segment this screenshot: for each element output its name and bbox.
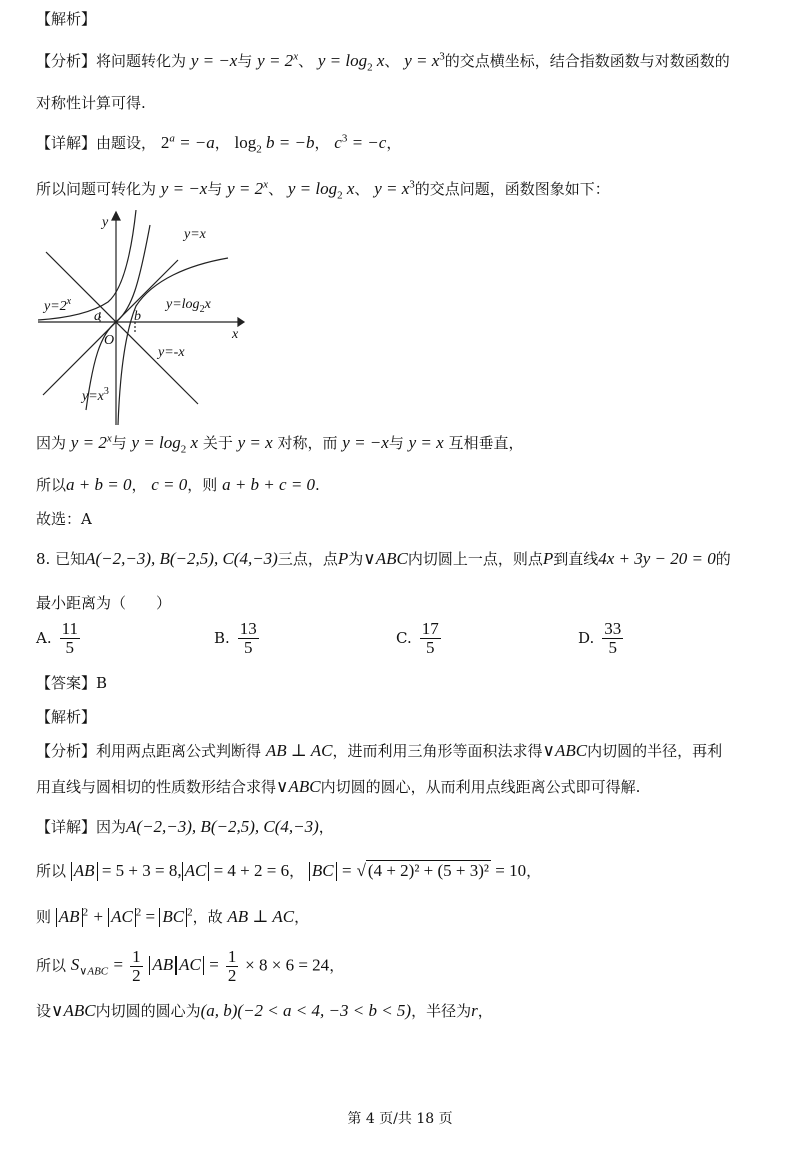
detail2-line-4: 所以 $S_{\vee ABC}$ = $\frac{1}{2}$ AB AC = $\frac{1}{2}$ × 8 × 6 = 24， xyxy=(36,947,345,985)
question-8-line-2: 最小距离为（ ） xyxy=(36,594,172,612)
origin-label: O xyxy=(104,333,115,348)
page-footer: 第 4 页/共 18 页 xyxy=(347,1111,453,1127)
label-y-2x: $y=2^x$ xyxy=(44,296,72,314)
y-axis-label: y xyxy=(102,215,109,230)
detail-line-1: 【详解】由题设， $2^a = -a$， $\log_2 b = -b$， $c^3 = -c$， xyxy=(36,132,402,156)
point-b-label: b xyxy=(134,309,141,324)
point-a-label: a xyxy=(94,309,101,324)
analysis-line-2: 对称性计算可得. xyxy=(36,94,146,112)
analysis2-line-1: 【分析】利用两点距离公式判断得 AB ⊥ AC，进而利用三角形等面积法求得∨ABC内切圆的半径，再利 xyxy=(36,741,723,760)
section-label-jiexi: 【解析】 xyxy=(36,10,97,28)
answer-line: 【答案】B xyxy=(36,674,108,692)
convert-line: 所以问题可转化为 y = −x与 $y = 2^x$、 $y = \log_2 x$、 $y = x^3$的交点问题，函数图象如下： xyxy=(36,178,610,202)
x-axis-arrow xyxy=(238,318,244,326)
option-b[interactable]: B. $\frac{13}{5}$ xyxy=(214,619,257,657)
detail2-line-2: 所以 AB = 5 + 3 = 8, AC = 4 + 2 = 6， BC = √ (4 + 2)² + (5 + 3)² = 10， xyxy=(36,861,542,880)
question-8-line-1: 8. 已知A(−2,−3), B(−2,5), C(4,−3)三点，点P为∨ABC内切圆上一点，则点P到直线4x + 3y − 20 = 0的 xyxy=(36,549,731,568)
section-label-jiexi-2: 【解析】 xyxy=(36,708,97,726)
detail2-line-5: 设∨ABC内切圆的圆心为(a, b)(−2 < a < 4, −3 < b < 5)，半径为r， xyxy=(36,1001,493,1020)
curve-log xyxy=(118,258,228,425)
label-y-neg-x: y=-x xyxy=(158,345,185,360)
detail2-line-3: 则 AB $^2$ + AC $^2$ = BC $^2$，故 AB ⊥ AC， xyxy=(36,906,310,926)
y-axis-arrow xyxy=(112,212,120,220)
label-y-log: $y=\log_2x$ xyxy=(166,297,211,315)
analysis2-line-2: 用直线与圆相切的性质数形结合求得∨ABC内切圆的圆心，从而利用点线距离公式即可得解. xyxy=(36,777,641,796)
function-graph xyxy=(38,210,248,425)
option-d[interactable]: D. $\frac{33}{5}$ xyxy=(578,619,622,657)
detail2-line-1: 【详解】因为A(−2,−3), B(−2,5), C(4,−3)， xyxy=(36,817,334,836)
option-c[interactable]: C. $\frac{17}{5}$ xyxy=(396,619,439,657)
x-axis-label: x xyxy=(232,327,239,342)
label-y-x3: $y=x^3$ xyxy=(82,386,109,404)
line-y-eq-neg-x xyxy=(46,252,198,404)
choose-line: 故选：A xyxy=(36,510,92,528)
option-a[interactable]: A. $\frac{11}{5}$ xyxy=(36,619,78,657)
analysis-line-1: 【分析】将问题转化为 y = −x与 $y = 2^x$、 $y = \log_2 x$、 $y = x^3$的交点横坐标，结合指数函数与对数函数的 xyxy=(36,50,730,74)
because-line: 因为 $y = 2^x$与 $y = \log_2 x$ 关于 y = x 对称，而 y = −x与 y = x 互相垂直， xyxy=(36,432,524,456)
so-line: 所以a + b = 0， c = 0，则 a + b + c = 0. xyxy=(36,475,320,494)
label-y-eq-x: y=x xyxy=(184,227,206,242)
